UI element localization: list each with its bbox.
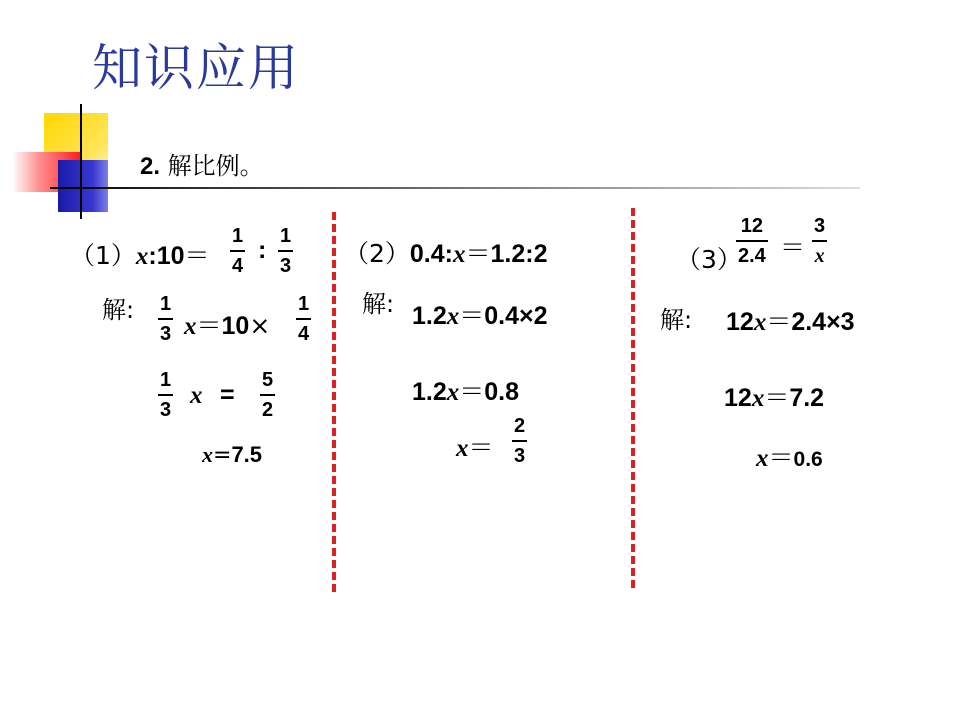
p3-s2-eq: ＝ <box>764 383 790 412</box>
decor-vertical-line <box>80 104 82 219</box>
p1-equals: ＝ <box>184 241 210 270</box>
p1-colon2: : <box>258 236 267 264</box>
p2-s3-num: 2 <box>514 415 526 437</box>
p3-fraction-b <box>812 214 827 268</box>
subtitle-number: 2. <box>140 153 161 180</box>
p3-jie: 解: <box>660 306 693 334</box>
p2-s3-fraction <box>512 414 527 468</box>
p1-s2-var: x <box>190 382 203 409</box>
p1-fraction-b <box>278 224 293 278</box>
p3-label-text: （3） <box>676 245 742 274</box>
p2-colon2: : <box>525 240 534 268</box>
p1-label: （1） <box>70 241 136 270</box>
p3-s2-var: x <box>751 385 765 412</box>
p3-s1-var: x <box>753 309 767 336</box>
p1-s2-fraction <box>158 368 173 422</box>
p1-s2-fnum: 5 <box>262 369 274 391</box>
p2-s3-var: x <box>456 435 469 462</box>
p2-s1-coef: 1.2 <box>412 302 447 330</box>
subtitle-text: 解比例。 <box>160 152 264 180</box>
p1-jie: 解: <box>102 296 135 324</box>
p3-label <box>676 240 742 276</box>
p3-s3-eq: ＝ <box>768 443 794 472</box>
p1-ten: 10 <box>156 242 185 270</box>
p2-rhs: 1.2 <box>490 240 526 268</box>
p1-s1-ten: 10 <box>221 312 250 340</box>
p2-label: （2） <box>344 239 410 268</box>
p3-fb-num: 3 <box>814 215 826 237</box>
p1-s1-var: x <box>184 313 197 340</box>
slide-subtitle <box>140 146 264 181</box>
p2-step1 <box>412 296 548 332</box>
p2-eq: ＝ <box>465 239 491 268</box>
p3-s3-var: x <box>756 445 769 472</box>
p3-fa-den: 2.4 <box>738 245 766 267</box>
p3-step1 <box>726 302 855 338</box>
p2-s2-eq: ＝ <box>459 377 485 406</box>
p2-step2 <box>412 372 519 408</box>
p2-step3 <box>456 428 494 464</box>
p1-s1-fraction-b <box>296 292 311 346</box>
p3-s3-val: 0.6 <box>793 448 823 471</box>
p2-s3-den: 3 <box>514 445 526 467</box>
p2-s3-eq: ＝ <box>468 433 494 462</box>
p3-step3 <box>756 438 823 474</box>
p1-s3-var: x <box>202 442 213 467</box>
p2-s2-var: x <box>446 379 460 406</box>
p1-s2-fraction-b <box>260 368 275 422</box>
p1-var: x <box>135 243 149 270</box>
p1-step3 <box>202 442 262 468</box>
p3-eq: ＝ <box>780 233 806 262</box>
p1-step2 <box>190 381 203 410</box>
p2-s1-rhs: 0.4×2 <box>484 302 548 330</box>
p1-s1-num: 1 <box>160 293 172 315</box>
p2-var: x <box>453 241 466 268</box>
p3-s1-coef: 12 <box>726 308 754 336</box>
p1-s1-fnum: 1 <box>298 293 310 315</box>
p1-s2-fden: 2 <box>262 399 274 421</box>
p2-s2-coef: 1.2 <box>412 378 447 406</box>
p1-s1-fraction <box>158 292 173 346</box>
p3-fa-num: 12 <box>740 215 764 237</box>
p1-fa-den: 4 <box>232 255 244 277</box>
p1-s3-eq: = <box>213 443 232 468</box>
p1-s3-val: 7.5 <box>231 442 263 467</box>
p2-s1-var: x <box>446 303 460 330</box>
p3-s2-coef: 12 <box>724 384 752 412</box>
decor-horizontal-rule <box>50 187 860 189</box>
p1-fb-den: 3 <box>280 255 292 277</box>
decor-blue-square <box>58 160 108 212</box>
p1-s2-den: 3 <box>160 399 172 421</box>
p2-s2-rhs: 0.8 <box>484 378 520 406</box>
p1-step1 <box>184 306 270 342</box>
p1-s1-den: 3 <box>160 323 172 345</box>
p1-fb-num: 1 <box>280 225 292 247</box>
p1-s1-times: × <box>249 311 271 340</box>
p3-fb-den: x <box>814 245 825 267</box>
p1-equation <box>70 236 210 272</box>
p3-s1-rhs: 2.4×3 <box>791 308 855 336</box>
divider-right <box>631 208 635 588</box>
p1-s1-fden: 4 <box>298 323 310 345</box>
p1-s1-eq: ＝ <box>196 311 222 340</box>
slide-title: 知识应用 <box>92 39 300 97</box>
p1-colon: : <box>148 242 157 270</box>
p1-fa-num: 1 <box>232 225 244 247</box>
p1-s2-eq: = <box>220 381 235 409</box>
p2-lhs: 0.4 <box>409 240 445 268</box>
p1-s2-num: 1 <box>160 369 172 391</box>
p1-fraction-a <box>230 224 245 278</box>
p2-rhs2: 2 <box>533 240 548 268</box>
p2-colon: : <box>444 240 453 268</box>
p3-fraction-a <box>736 214 768 268</box>
p2-equation <box>344 234 548 270</box>
divider-left <box>332 212 336 592</box>
p3-s2-rhs: 7.2 <box>789 384 825 412</box>
p3-s1-eq: ＝ <box>766 307 792 336</box>
p2-s1-eq: ＝ <box>459 301 485 330</box>
p2-jie: 解: <box>362 290 395 318</box>
p3-step2 <box>724 378 824 414</box>
